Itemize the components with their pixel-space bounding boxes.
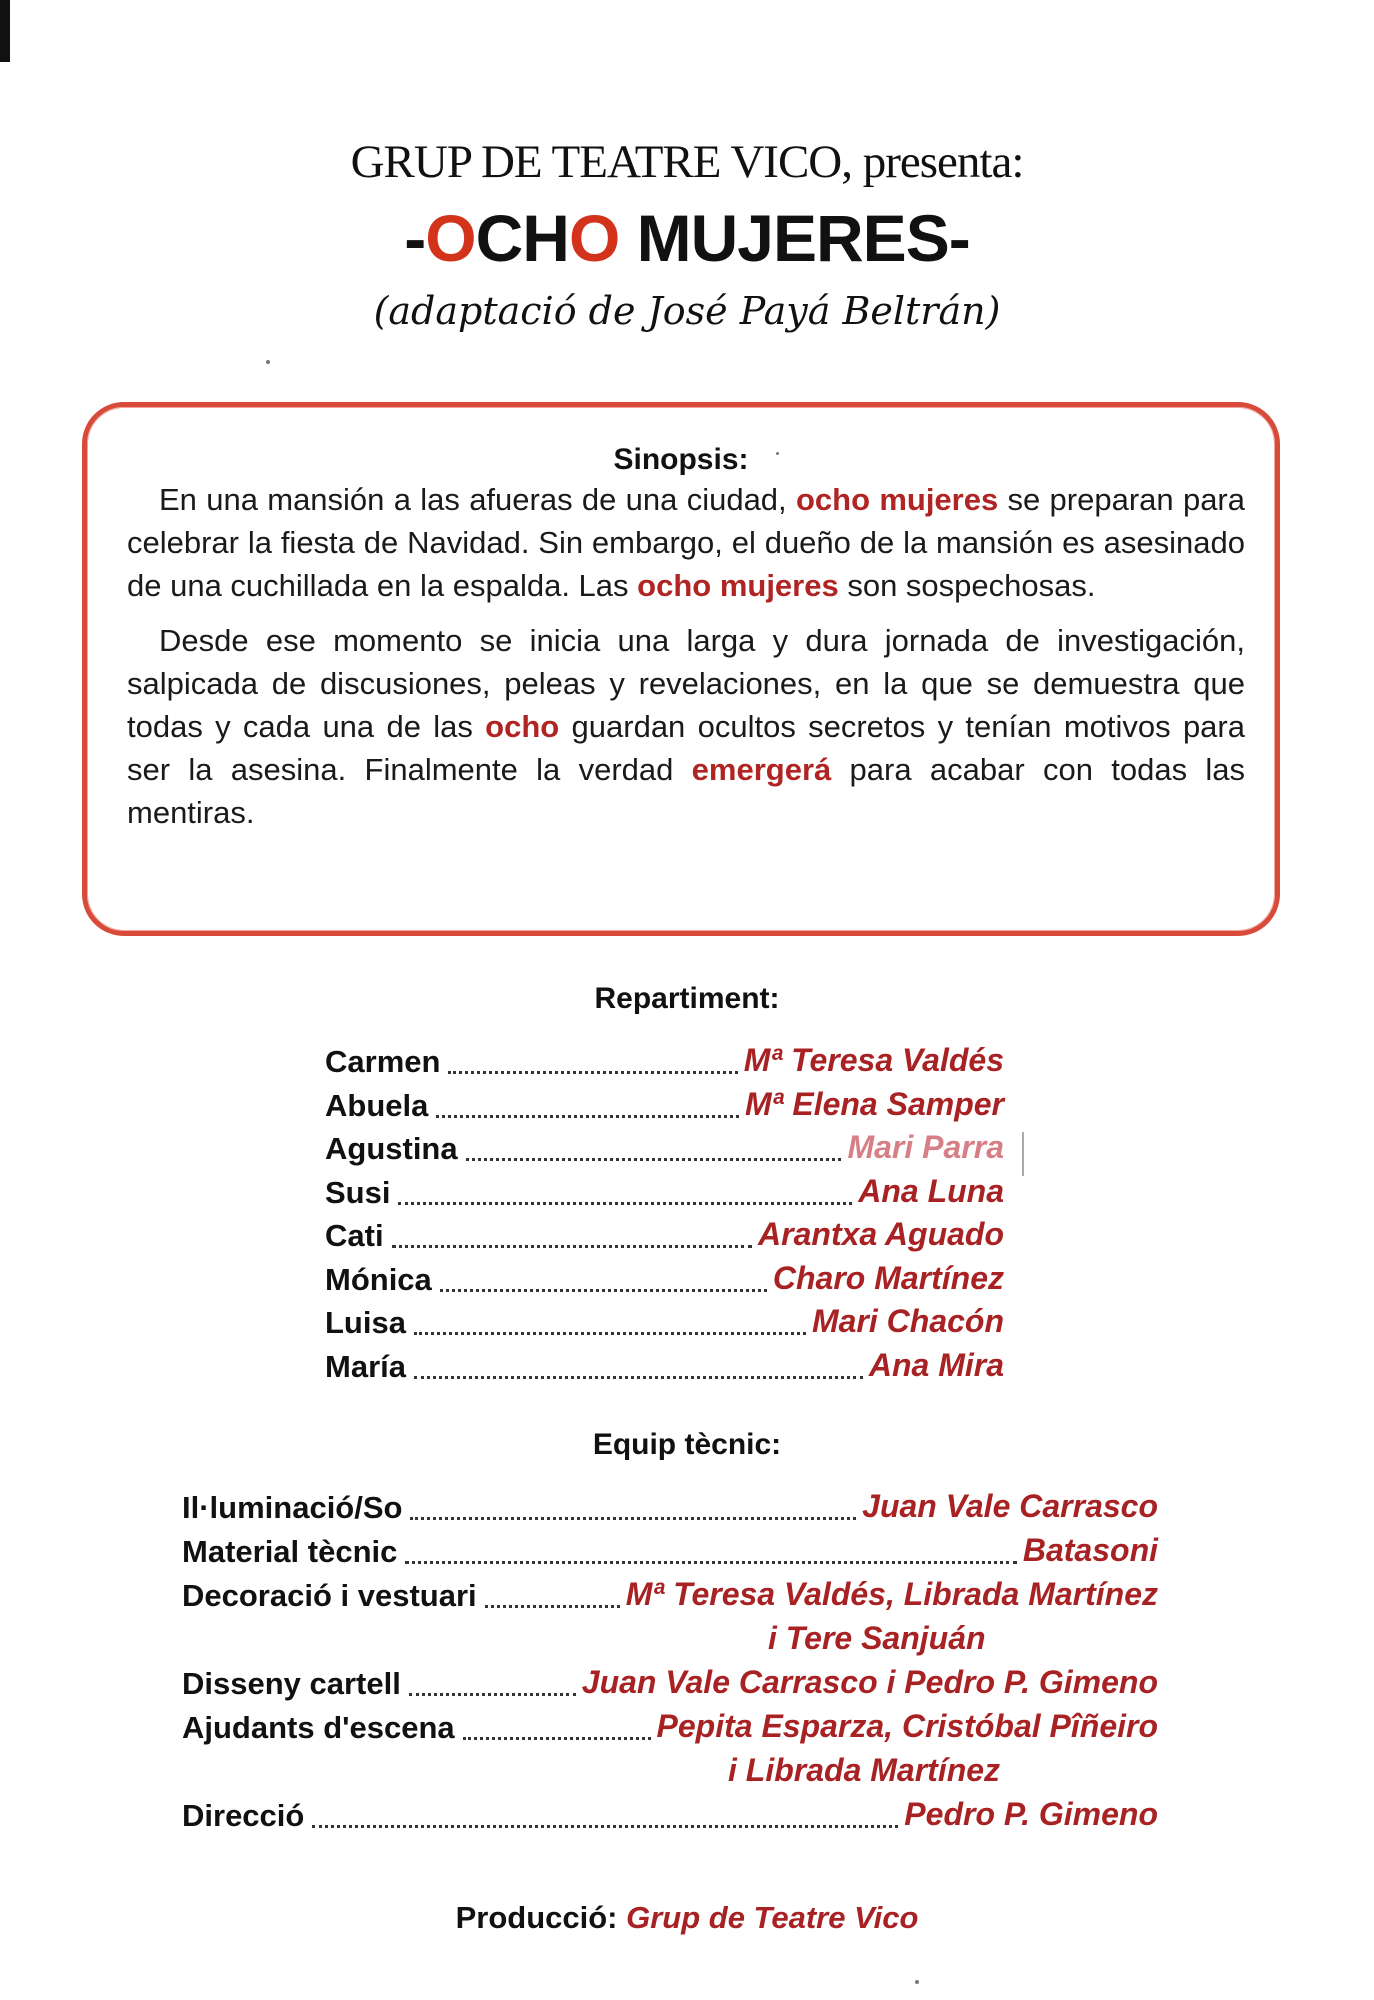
- leader-dots: [398, 1202, 852, 1205]
- scan-speck: [266, 360, 270, 364]
- body-text: Desde ese momento se inicia una larga y dura jornada de investigación, salpicada de discusiones, peleas y revelaciones, en la que se demuestra que todas y cada una de las: [127, 623, 1245, 744]
- crew-row: [182, 1622, 1158, 1662]
- crew-row: [182, 1710, 1158, 1750]
- crew-role: Decoració i vestuari: [182, 1578, 477, 1613]
- synopsis-paragraph-1: [127, 478, 1245, 607]
- leader-dots: [405, 1561, 1016, 1564]
- cast-role: Susi: [325, 1174, 391, 1210]
- highlight-text: ocho: [485, 709, 560, 744]
- presenter-line: GRUP DE TEATRE VICO, presenta:: [350, 136, 1024, 188]
- crew-member-name: Pepita Esparza, Cristóbal Pîñeiro: [656, 1708, 1158, 1744]
- body-text: son sospechosas.: [838, 568, 1096, 603]
- cast-member-name: Mª Teresa Valdés: [743, 1042, 1004, 1078]
- cast-row: [325, 1346, 1004, 1389]
- body-text: se preparan para celebrar la fiesta de Navidad. Sin embargo, el dueño de la mansión es asesinado de una cuchillada en la espalda. Las: [127, 482, 1246, 603]
- crew-member-name: Juan Vale Carrasco: [862, 1488, 1158, 1524]
- crew-role: Ajudants d'escena: [182, 1710, 455, 1745]
- highlight-text: ocho mujeres: [637, 568, 839, 603]
- cast-role: María: [325, 1348, 406, 1384]
- synopsis-body: [127, 478, 1245, 846]
- crew-role: Il·luminació/So: [182, 1490, 403, 1525]
- crew-member-name: Pedro P. Gimeno: [904, 1796, 1158, 1832]
- synopsis-box: [82, 402, 1280, 936]
- highlight-text: emergerá: [691, 752, 832, 787]
- cast-row: [325, 1044, 1004, 1084]
- cast-row: [325, 1172, 1004, 1215]
- cast-member-name: Mari Chacón: [811, 1303, 1004, 1339]
- crew-member-name: i Tere Sanjuán: [768, 1620, 986, 1656]
- production-value: Grup de Teatre Vico: [626, 1900, 919, 1935]
- leader-dots: [409, 1693, 576, 1696]
- cast-row: [325, 1305, 1004, 1345]
- synopsis-heading: Sinopsis:: [613, 443, 749, 476]
- body-text: guardan ocultos secretos y tenían motivos para ser la asesina. Finalmente la verdad: [127, 709, 1245, 787]
- cast-role: Carmen: [325, 1044, 441, 1079]
- cast-role: Cati: [325, 1218, 384, 1253]
- title-dash-left: -: [404, 201, 426, 275]
- crew-role: Disseny cartell: [182, 1666, 401, 1701]
- leader-dots: [448, 1071, 737, 1074]
- cast-member-name: Arantxa Aguado: [758, 1216, 1004, 1252]
- play-title: [0, 198, 1374, 278]
- production-credit: [0, 1900, 1374, 1936]
- leader-dots: [440, 1289, 767, 1292]
- leader-dots: [463, 1737, 651, 1740]
- cast-row: [325, 1131, 1004, 1171]
- cast-row: [325, 1085, 1004, 1128]
- cast-member-name: Mª Elena Samper: [744, 1085, 1004, 1122]
- cast-member-name: Charo Martínez: [772, 1259, 1004, 1296]
- scan-edge-mark: [0, 0, 10, 62]
- scan-artifact-line: [1022, 1132, 1024, 1176]
- cast-member-name: Ana Luna: [858, 1172, 1004, 1209]
- cast-heading: Repartiment:: [594, 982, 780, 1015]
- title-letter-o-first: O: [425, 201, 476, 275]
- title-rest: MUJERES: [619, 201, 949, 275]
- crew-row: [182, 1578, 1158, 1618]
- adaptation-credit: (adaptació de José Payá Beltrán): [373, 289, 1001, 333]
- cast-row: [325, 1218, 1004, 1258]
- crew-row: [182, 1754, 1158, 1794]
- cast-role: Abuela: [325, 1087, 429, 1123]
- leader-dots: [414, 1332, 806, 1335]
- cast-role: Mónica: [325, 1261, 432, 1297]
- title-dash-right: -: [948, 201, 970, 275]
- title-letter-o-second: O: [568, 201, 620, 275]
- highlight-text: ocho mujeres: [795, 482, 999, 517]
- crew-heading: Equip tècnic:: [592, 1428, 782, 1461]
- leader-dots: [485, 1605, 620, 1608]
- crew-member-name: Batasoni: [1022, 1532, 1158, 1568]
- production-label: Producció:: [455, 1900, 627, 1935]
- leader-dots: [414, 1376, 863, 1379]
- cast-role: Agustina: [325, 1131, 458, 1166]
- crew-role: Direcció: [182, 1798, 305, 1833]
- cast-member-name: Ana Mira: [868, 1346, 1004, 1383]
- crew-row: [182, 1490, 1158, 1530]
- crew-role: Material tècnic: [182, 1534, 398, 1569]
- leader-dots: [436, 1115, 739, 1118]
- cast-role: Luisa: [325, 1305, 406, 1340]
- leader-dots: [410, 1517, 856, 1520]
- scan-speck: [915, 1980, 919, 1984]
- body-text: para acabar con todas las mentiras.: [127, 752, 1245, 830]
- crew-member-name: i Librada Martínez: [728, 1752, 1001, 1788]
- leader-dots: [466, 1158, 842, 1161]
- leader-dots: [312, 1825, 898, 1828]
- body-text: En una mansión a las afueras de una ciudad,: [159, 482, 796, 517]
- crew-row: [182, 1666, 1158, 1706]
- cast-row: [325, 1259, 1004, 1302]
- crew-row: [182, 1798, 1158, 1838]
- cast-member-name: Mari Parra: [847, 1129, 1004, 1165]
- leader-dots: [392, 1245, 752, 1248]
- scan-speck: [776, 452, 779, 455]
- crew-member-name: Juan Vale Carrasco i Pedro P. Gimeno: [581, 1664, 1158, 1700]
- title-letters-ch: CH: [475, 201, 569, 275]
- crew-row: [182, 1534, 1158, 1574]
- crew-member-name: Mª Teresa Valdés, Librada Martínez: [625, 1576, 1158, 1612]
- header: [0, 132, 1374, 336]
- synopsis-paragraph-2: [127, 619, 1245, 834]
